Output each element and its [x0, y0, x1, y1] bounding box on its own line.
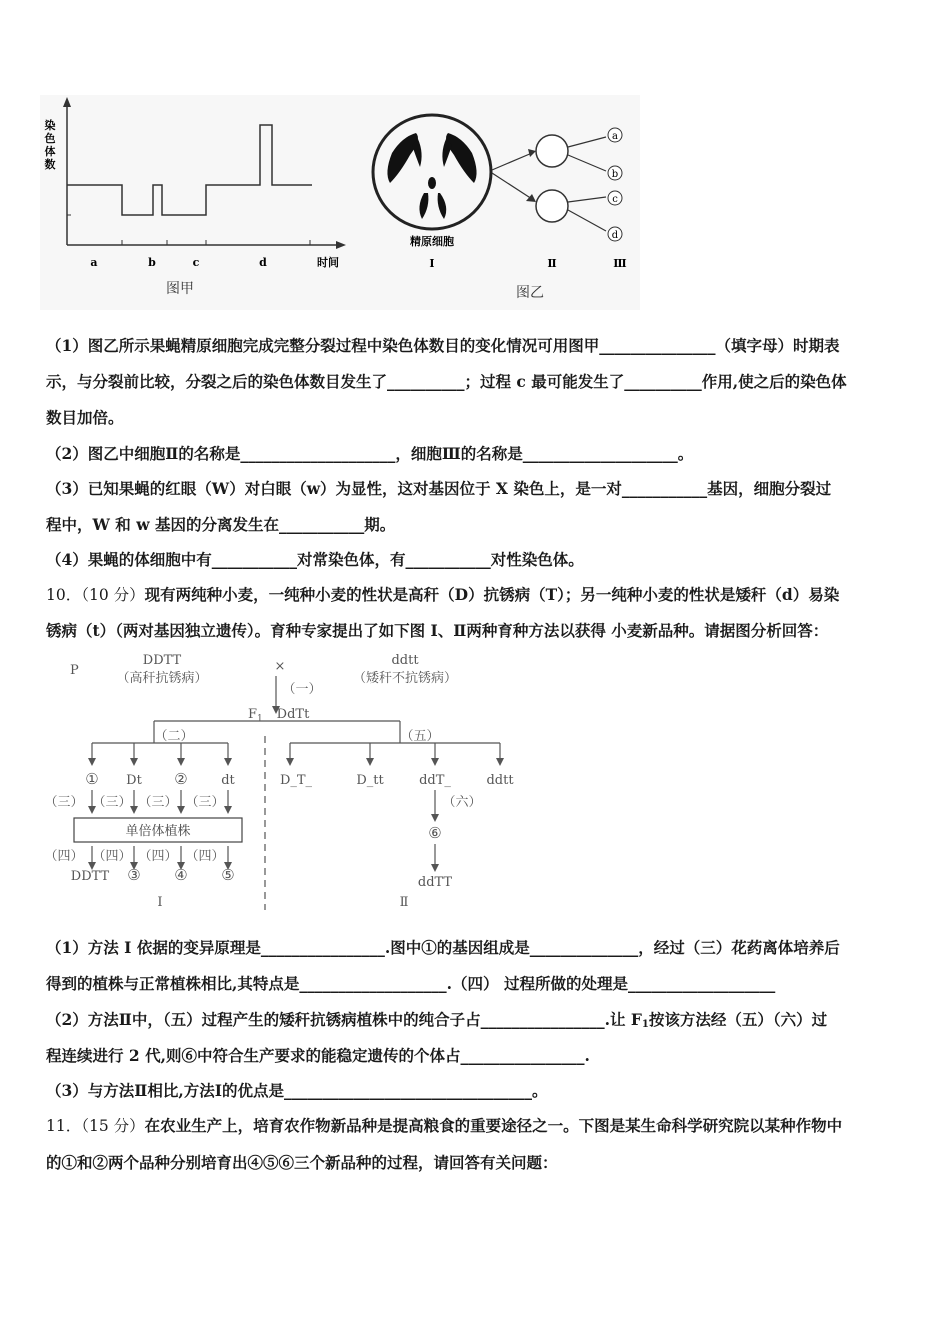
step2-label: （二） — [154, 729, 194, 744]
cell-ii-top — [536, 135, 568, 167]
q10-part2-text-a: （2）方法Ⅱ中，（五）过程产生的矮秆抗锈病植株中的纯合子占________________.让 F — [46, 1010, 642, 1029]
parent1-trait: （高秆抗锈病） — [116, 671, 208, 686]
f2-genotype: D_T_ — [279, 773, 313, 788]
ylabel-char: 数 — [44, 158, 56, 171]
daughter-label: a — [612, 131, 618, 142]
q11-text: 在农业生产上，培育农作物新品种是提高粮食的重要途径之一。下图是某生命科学研究院以某种作物中 — [144, 1116, 843, 1135]
chromosome — [428, 177, 436, 189]
gamete: ① — [85, 770, 99, 788]
final-genotype: ddTT — [417, 875, 453, 890]
gamete: ② — [174, 770, 188, 788]
q10-intro-line2: 锈病（t）（两对基因独立遗传）。育种专家提出了如下图 I、Ⅱ两种育种方法以获得 小麦新品种。请据图分析回答： — [46, 621, 829, 640]
x-axis-label: 时间 — [317, 256, 339, 269]
q10-part2-subscript: 1 — [641, 1019, 649, 1030]
daughter-label: d — [611, 230, 619, 241]
q9-part4: （4）果蝇的体细胞中有___________对常染色体，有___________对性染色体。 — [46, 550, 584, 569]
caption-jia: 图甲 — [166, 281, 194, 297]
tick-label: d — [259, 256, 267, 269]
q10-part1-line1: （1）方法 I 依据的变异原理是________________.图中①的基因组成是______________，经过（三）花药离体培养后 — [46, 938, 840, 957]
q9-part1-line2: 示，与分裂前比较，分裂之后的染色体数目发生了__________；过程 c 最可能发生了__________作用,使之后的染色体 — [46, 372, 847, 391]
q10-part3: （3）与方法Ⅱ相比,方法Ⅰ的优点是________________________________。 — [46, 1081, 548, 1100]
f2-genotype: ddtt — [486, 773, 514, 788]
q11-line1 — [46, 1116, 916, 1136]
result1: DDTT — [70, 869, 110, 884]
stage-label: Ⅰ — [429, 257, 435, 270]
tick-label: b — [148, 256, 156, 269]
q11-number: 11．（15 分） — [46, 1117, 145, 1135]
stage-label: Ⅲ — [613, 257, 627, 270]
step6-label: （六） — [442, 795, 482, 810]
f1-genotype: DdTt — [276, 707, 310, 722]
result6: ⑥ — [428, 824, 442, 842]
q10-intro-text: 现有两纯种小麦，一纯种小麦的性状是高秆（D）抗锈病（T）；另一纯种小麦的性状是矮秆（d）易染 — [144, 585, 840, 604]
step5-label: （五） — [400, 729, 440, 744]
gamete: Dt — [126, 773, 142, 788]
cross-sign: × — [274, 659, 286, 674]
parent2-trait: （矮秆不抗锈病） — [352, 671, 458, 686]
step3-label: （三） — [185, 795, 225, 810]
f2-genotype: D_tt — [356, 773, 384, 788]
f2-genotype: ddT_ — [419, 773, 451, 788]
step4-label: （四） — [92, 849, 132, 864]
q10-part2-line2: 程连续进行 2 代,则⑥中符合生产要求的能稳定遗传的个体占________________. — [46, 1046, 590, 1065]
q9-part3-line1: （3）已知果蝇的红眼（W）对白眼（w）为显性，这对基因位于 X 染色上，是一对___________基因，细胞分裂过 — [46, 479, 832, 498]
step4-label: （四） — [44, 849, 84, 864]
method1-label: I — [157, 895, 163, 910]
q9-part1-line1: （1）图乙所示果蝇精原细胞完成完整分裂过程中染色体数目的变化情况可用图甲_______________（填字母）时期表 — [46, 336, 840, 355]
q10-part2-text-b: 按该方法经（五）（六）过 — [648, 1010, 828, 1029]
cell-label: 精原细胞 — [410, 235, 454, 248]
q10-part2-line1 — [46, 1010, 916, 1035]
cell-ii-bottom — [536, 190, 568, 222]
q10-part1-line2: 得到的植株与正常植株相比,其特点是___________________.（四） 过程所做的处理是___________________ — [46, 974, 776, 993]
daughter-label: b — [611, 169, 619, 180]
method2-label: Ⅱ — [399, 895, 409, 910]
tick-label: c — [192, 256, 200, 269]
ylabel-char: 染 — [44, 119, 56, 132]
q10-number: 10．（10 分） — [46, 586, 145, 604]
haploid-label: 单倍体植株 — [125, 824, 191, 839]
breeding-diagram — [40, 648, 540, 916]
caption-yi: 图乙 — [516, 285, 544, 301]
figure-jia-yi — [40, 95, 640, 310]
parent1-genotype: DDTT — [142, 653, 182, 668]
q9-part2: （2）图乙中细胞Ⅱ的名称是____________________，细胞Ⅲ的名称是____________________。 — [46, 444, 694, 463]
step4-label: （四） — [185, 849, 225, 864]
q9-part3-line2: 程中，W 和 w 基因的分离发生在___________期。 — [46, 515, 396, 534]
q9-part1-line3: 数目加倍。 — [46, 408, 124, 427]
result1: ③ — [127, 866, 141, 884]
gamete: dt — [221, 773, 235, 788]
step3-label: （三） — [92, 795, 132, 810]
ylabel-char: 色 — [44, 132, 56, 145]
ylabel-char: 体 — [44, 145, 56, 158]
daughter-label: c — [612, 194, 618, 205]
step3-label: （三） — [138, 795, 178, 810]
q10-intro-line1 — [46, 585, 916, 605]
parent2-genotype: ddtt — [391, 653, 419, 668]
q11-line2: 的①和②两个品种分别培育出④⑤⑥三个新品种的过程，请回答有关问题： — [46, 1153, 558, 1172]
step1-label: （一） — [282, 682, 322, 697]
step4-label: （四） — [138, 849, 178, 864]
tick-label: a — [90, 256, 98, 269]
step3-label: （三） — [44, 795, 84, 810]
f1-label: $F_1$ — [248, 707, 263, 724]
result1: ④ — [174, 866, 188, 884]
result1: ⑤ — [221, 866, 235, 884]
label-p: P — [70, 663, 79, 678]
stage-label: Ⅱ — [547, 257, 557, 270]
